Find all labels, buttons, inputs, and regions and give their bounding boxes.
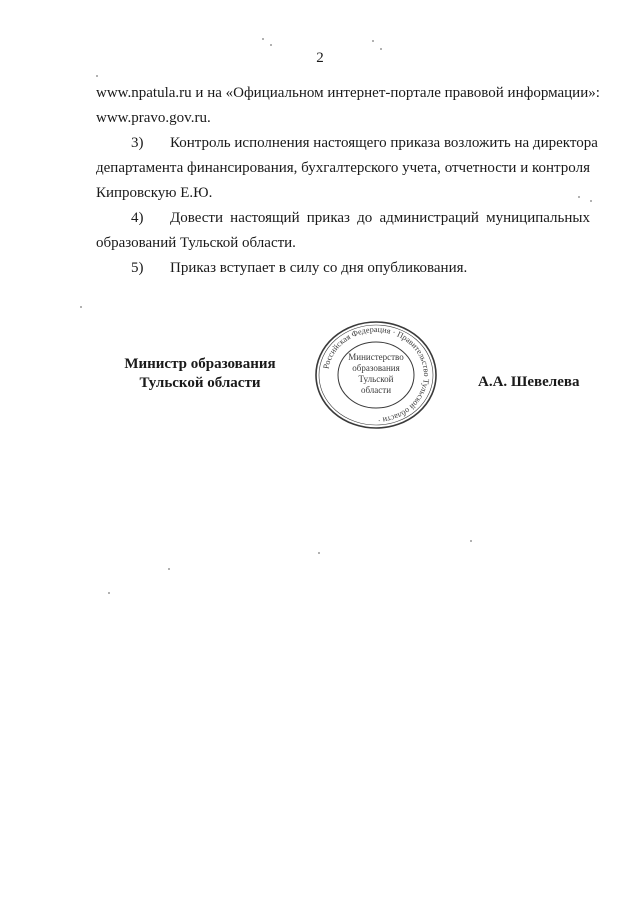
scan-speck xyxy=(318,552,320,554)
scan-speck xyxy=(380,48,382,50)
scan-speck xyxy=(80,306,82,308)
list-item-text: департамента финансирования, бухгалтерского учета, отчетности и контроля xyxy=(96,160,590,176)
signer-name: А.А. Шевелева xyxy=(478,374,580,390)
scan-speck xyxy=(590,200,592,202)
paragraph-line: www.pravo.gov.ru. xyxy=(96,110,211,126)
signer-position-line: Тульской области xyxy=(139,375,261,391)
seal-outer-text: Российская Федерация · Правительство Тульской области · xyxy=(321,324,432,425)
seal-inner-text: образования xyxy=(352,363,400,373)
list-item-number: 4) xyxy=(131,210,144,226)
list-item-text: образований Тульской области. xyxy=(96,235,296,251)
list-item-text: Довести настоящий приказ до администраций муниципальных xyxy=(170,210,590,226)
scan-speck xyxy=(96,75,98,77)
list-item-number: 3) xyxy=(131,135,144,151)
scan-speck xyxy=(270,44,272,46)
list-item-number: 5) xyxy=(131,260,144,276)
signer-position-line: Министр образования xyxy=(124,356,276,372)
official-seal xyxy=(314,320,438,430)
scan-speck xyxy=(168,568,170,570)
page-number: 2 xyxy=(316,50,324,66)
seal-inner-text: области xyxy=(360,385,392,395)
list-item-text: Приказ вступает в силу со дня опубликования. xyxy=(170,260,468,276)
list-item-text: Контроль исполнения настоящего приказа возложить на директора xyxy=(170,135,598,151)
list-item-text: Кипровскую Е.Ю. xyxy=(96,185,213,201)
scan-speck xyxy=(108,592,110,594)
scan-speck xyxy=(578,196,580,198)
scan-speck xyxy=(470,540,472,542)
scan-speck xyxy=(262,38,264,40)
signer-position xyxy=(110,355,290,393)
seal-inner-text: Министерство xyxy=(348,352,404,362)
seal-inner-text: Тульской xyxy=(358,374,394,384)
paragraph-line: www.npatula.ru и на «Официальном интернет-портале правовой информации»: xyxy=(96,85,600,101)
scan-speck xyxy=(372,40,374,42)
